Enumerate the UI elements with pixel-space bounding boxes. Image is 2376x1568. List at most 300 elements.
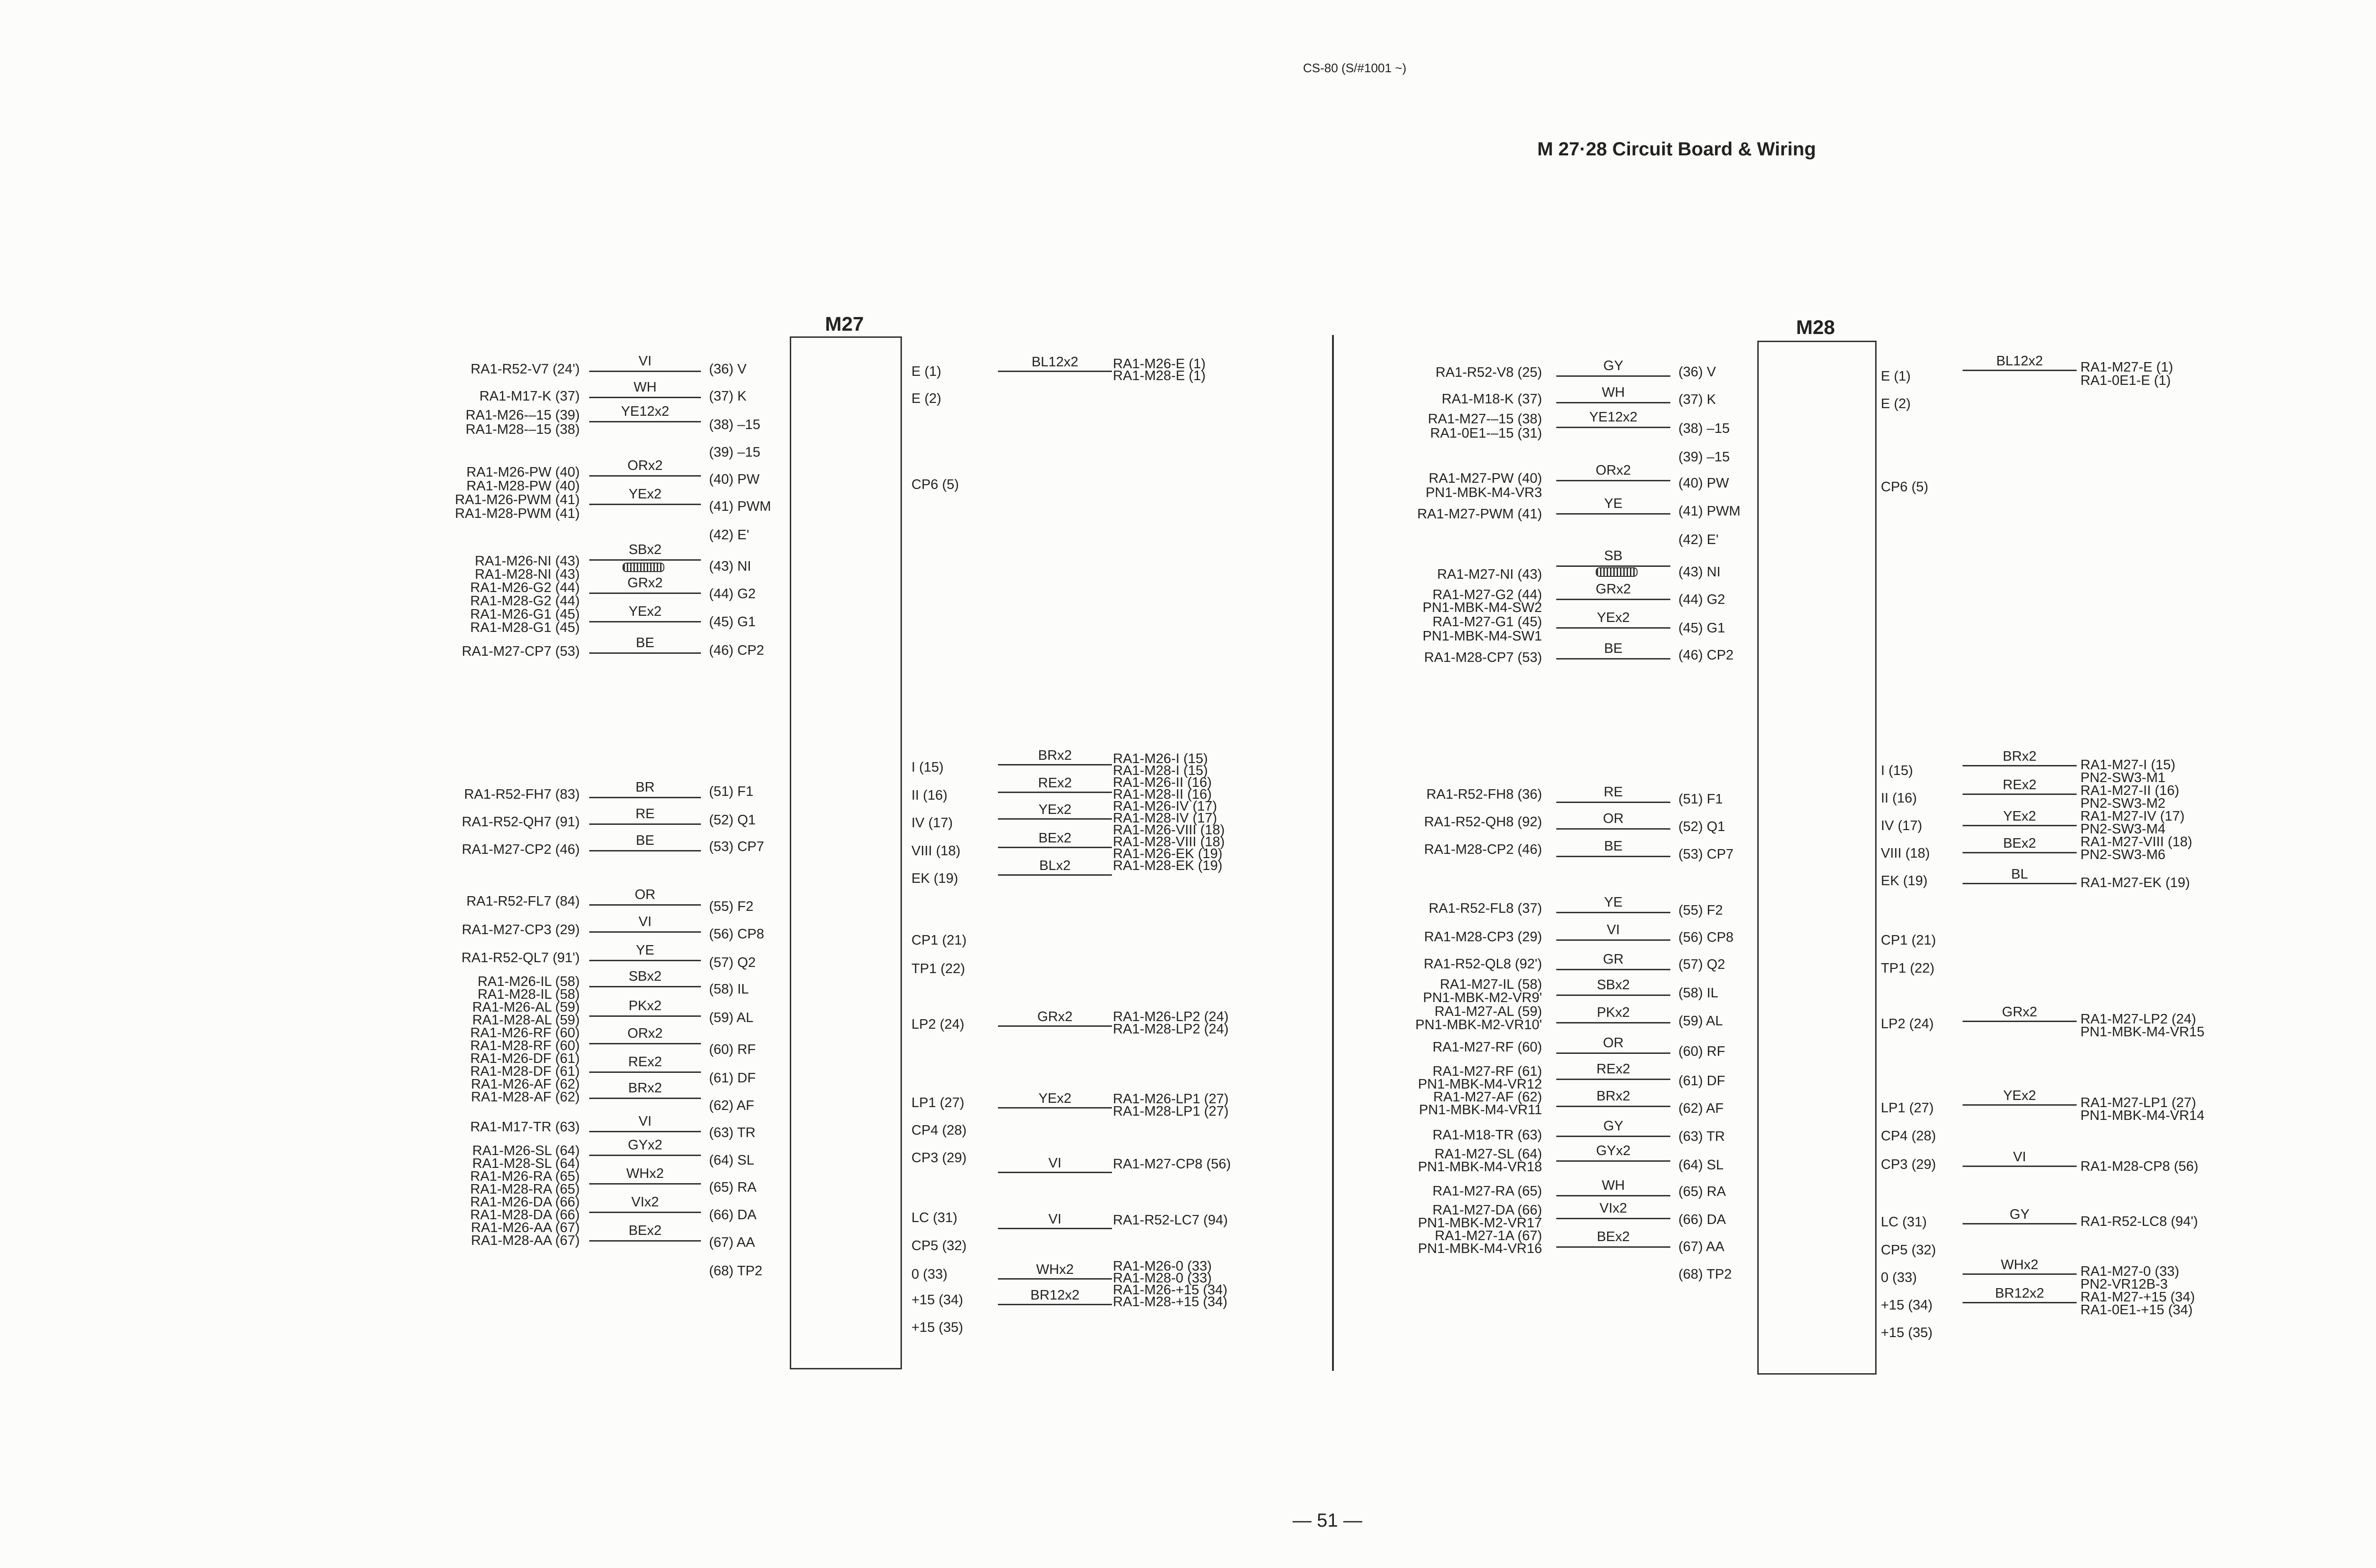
- connector-ref: RA1-M27-II (16): [2080, 783, 2179, 798]
- connector-ref: RA1-0E1-+15 (34): [2080, 1302, 2193, 1318]
- page-number: — 51 —: [1293, 1510, 1362, 1531]
- pin-label: LP1 (27): [911, 1095, 965, 1110]
- wire-color-label: SB: [1604, 548, 1623, 564]
- connector-ref: RA1-M26-AA (67): [471, 1220, 580, 1235]
- connector-ref: RA1-M18-TR (63): [1432, 1128, 1542, 1143]
- wire-line: [1556, 1022, 1670, 1023]
- wire-color-label: VI: [1048, 1212, 1062, 1227]
- pin-label: (44) G2: [709, 586, 756, 602]
- pin-label: (66) DA: [1678, 1212, 1726, 1227]
- connector-ref: RA1-M28-PW (40): [466, 478, 580, 494]
- wire-color-label: REx2: [2002, 777, 2037, 793]
- wire-color-label: YEx2: [628, 487, 662, 502]
- pin-label: (62) AF: [1678, 1101, 1724, 1116]
- pin-label: (46) CP2: [1678, 648, 1734, 663]
- wire-color-label: GYx2: [628, 1138, 662, 1153]
- connector-ref: RA1-M28-CP7 (53): [1424, 650, 1542, 665]
- connector-ref: RA1-M27-LP1 (27): [2080, 1095, 2196, 1110]
- pin-label: (68) TP2: [709, 1263, 763, 1279]
- connector-ref: RA1-M26-RA (65): [470, 1169, 580, 1184]
- wire-color-label: BR12x2: [1995, 1286, 2044, 1301]
- connector-ref: RA1-M27-1A (67): [1435, 1228, 1542, 1243]
- connector-ref: RA1-M26-IV (17): [1113, 799, 1217, 814]
- pin-label: (67) AA: [1678, 1239, 1725, 1254]
- wire-color-label: BLx2: [1039, 858, 1071, 873]
- connector-ref: RA1-M26-G1 (45): [470, 607, 580, 622]
- pin-label: (62) AF: [709, 1098, 755, 1113]
- wire-color-label: GY: [1603, 358, 1623, 373]
- connector-ref: RA1-M28-AL (59): [472, 1013, 580, 1028]
- pin-label: IV (17): [1881, 818, 1923, 833]
- connector-ref: RA1-M26-I (15): [1113, 751, 1208, 766]
- pin-label: (39) –15: [1678, 449, 1730, 465]
- connector-ref: RA1-M27-IL (58): [1440, 977, 1542, 992]
- wire-color-label: VIx2: [631, 1195, 659, 1210]
- board-label: M27: [825, 313, 864, 335]
- wire-color-label: YEx2: [2003, 809, 2036, 824]
- connector-ref: RA1-0E1-–15 (31): [1430, 426, 1542, 441]
- pin-label: (60) RF: [709, 1042, 756, 1057]
- wire-line: [1556, 912, 1670, 913]
- pin-label: (55) F2: [1678, 903, 1723, 918]
- wire-color-label: PKx2: [628, 998, 662, 1013]
- connector-ref: RA1-R52-QL7 (91'): [461, 950, 580, 966]
- wire-color-label: GRx2: [1595, 582, 1631, 597]
- wire-color-label: GYx2: [1596, 1143, 1631, 1158]
- connector-ref: RA1-M27-I (15): [2080, 757, 2175, 773]
- connector-ref: RA1-M28-DA (66): [470, 1207, 580, 1223]
- connector-ref: RA1-R52-LC8 (94'): [2080, 1214, 2198, 1229]
- pin-label: (42) E': [709, 527, 749, 543]
- connector-ref: RA1-M17-TR (63): [470, 1119, 580, 1135]
- wire-color-label: ORx2: [627, 458, 663, 473]
- wire-line: [998, 1304, 1112, 1305]
- wire-line: [1963, 794, 2077, 795]
- wire-line: [1556, 375, 1670, 377]
- pin-label: (53) CP7: [1678, 847, 1734, 862]
- pin-label: (51) F1: [1678, 792, 1723, 807]
- model-header: CS-80 (S/#1001 ~): [1303, 61, 1407, 75]
- wire-line: [1556, 599, 1670, 600]
- wire-line: [1556, 627, 1670, 629]
- wire-color-label: ORx2: [1595, 463, 1631, 478]
- wire-color-label: GRx2: [627, 575, 663, 591]
- connector-ref: RA1-M26-E (1): [1113, 356, 1206, 372]
- wire-line: [589, 559, 701, 561]
- pin-label: EK (19): [911, 871, 958, 886]
- wire-line: [1963, 825, 2077, 826]
- wire-color-label: VI: [1048, 1156, 1062, 1171]
- pin-label: (41) PWM: [709, 499, 771, 514]
- pin-label: IV (17): [911, 815, 953, 831]
- connector-ref: RA1-M28-–15 (38): [465, 422, 580, 437]
- connector-ref: RA1-M27-EK (19): [2080, 875, 2190, 890]
- wire-color-label: YE: [636, 943, 654, 958]
- connector-ref: RA1-R52-QL8 (92'): [1424, 956, 1542, 972]
- connector-ref: RA1-M27-CP7 (53): [461, 644, 580, 659]
- wire-color-label: GRx2: [1037, 1009, 1073, 1024]
- wire-color-label: GY: [2010, 1207, 2030, 1222]
- pin-label: TP1 (22): [911, 961, 965, 976]
- wire-line: [1556, 1136, 1670, 1137]
- pin-label: (64) SL: [709, 1153, 755, 1168]
- wire-color-label: YEx2: [628, 604, 662, 619]
- wire-color-label: BL12x2: [1996, 354, 2043, 369]
- pin-label: (60) RF: [1678, 1044, 1725, 1059]
- pin-label: CP6 (5): [1881, 479, 1928, 495]
- shielded-cable-icon: [1596, 567, 1638, 577]
- wire-color-label: YE12x2: [1589, 410, 1638, 425]
- pin-label: +15 (34): [1881, 1298, 1933, 1313]
- pin-label: (67) AA: [709, 1235, 755, 1250]
- connector-ref: RA1-M26-G2 (44): [470, 580, 580, 595]
- connector-ref: RA1-M28-AF (62): [471, 1090, 580, 1105]
- wire-color-label: VIx2: [1599, 1201, 1628, 1216]
- pin-label: (61) DF: [709, 1071, 756, 1086]
- connector-ref: RA1-M28-NI (43): [475, 567, 580, 582]
- pin-label: E (1): [911, 364, 941, 379]
- wire-color-label: BE: [636, 635, 654, 650]
- pin-label: I (15): [1881, 763, 1913, 778]
- pin-label: CP5 (32): [1881, 1243, 1936, 1258]
- pin-label: (45) G1: [709, 614, 756, 630]
- connector-ref: RA1-M27-NI (43): [1437, 567, 1542, 582]
- wire-line: [998, 1278, 1112, 1280]
- wire-color-label: YEx2: [1038, 1091, 1072, 1106]
- wire-color-label: WHx2: [1036, 1262, 1074, 1277]
- pin-label: LC (31): [1881, 1214, 1927, 1230]
- pin-label: CP5 (32): [911, 1238, 967, 1253]
- connector-ref: RA1-M27-CP3 (29): [461, 922, 580, 937]
- pin-label: (61) DF: [1678, 1073, 1725, 1089]
- wire-line: [1556, 994, 1670, 996]
- connector-ref: PN1-MBK-M4-VR15: [2080, 1024, 2205, 1040]
- connector-ref: RA1-M27-RA (65): [1432, 1184, 1542, 1199]
- pin-label: CP1 (21): [1881, 933, 1936, 948]
- pin-label: E (1): [1881, 369, 1911, 384]
- connector-ref: RA1-R52-QH7 (91): [461, 814, 580, 830]
- connector-ref: RA1-0E1-E (1): [2080, 373, 2171, 388]
- connector-ref: RA1-M26-AF (62): [471, 1077, 580, 1092]
- page-title: M 27·28 Circuit Board & Wiring: [1537, 139, 1816, 160]
- connector-ref: RA1-M28-PWM (41): [455, 506, 580, 521]
- wire-line: [1963, 1166, 2077, 1167]
- connector-ref: RA1-M28-AA (67): [471, 1233, 580, 1248]
- wire-color-label: BRx2: [2002, 749, 2037, 764]
- wire-color-label: REx2: [628, 1054, 662, 1070]
- wire-line: [998, 764, 1112, 765]
- wire-color-label: SBx2: [1597, 977, 1630, 993]
- wire-color-label: SBx2: [628, 969, 662, 984]
- pin-label: (37) K: [1678, 392, 1716, 407]
- connector-ref: RA1-M26-IL (58): [478, 974, 580, 989]
- wire-line: [1556, 1106, 1670, 1107]
- connector-ref: RA1-M28-CP2 (46): [1424, 842, 1542, 857]
- wire-color-label: OR: [1603, 811, 1624, 826]
- pin-label: (56) CP8: [1678, 930, 1734, 945]
- wire-line: [1556, 513, 1670, 515]
- wire-color-label: VI: [1607, 922, 1620, 937]
- wire-color-label: VI: [638, 354, 652, 369]
- board-label: M28: [1796, 316, 1835, 338]
- connector-ref: RA1-M26-PW (40): [466, 465, 580, 480]
- connector-ref: RA1-M27-G1 (45): [1432, 614, 1542, 630]
- wire-color-label: VI: [638, 1114, 652, 1129]
- pin-label: (65) RA: [709, 1180, 757, 1195]
- pin-label: (51) F1: [709, 784, 754, 799]
- connector-ref: RA1-M28-LP1 (27): [1113, 1104, 1229, 1119]
- wire-color-label: WHx2: [626, 1166, 664, 1181]
- connector-ref: RA1-M27-PWM (41): [1417, 507, 1542, 522]
- wire-line: [1556, 1052, 1670, 1054]
- pin-label: (53) CP7: [709, 839, 765, 854]
- wire-color-label: BE: [1604, 839, 1623, 854]
- wire-line: [589, 504, 701, 505]
- wire-color-label: YE: [1604, 895, 1623, 910]
- board-outline: [1757, 341, 1877, 1375]
- connector-ref: RA1-M28-I (15): [1113, 763, 1208, 778]
- wire-color-label: SBx2: [628, 542, 662, 557]
- connector-ref: RA1-M26-SL (64): [472, 1143, 580, 1158]
- connector-ref: RA1-M27-DA (66): [1432, 1203, 1542, 1218]
- pin-label: (57) Q2: [709, 955, 756, 970]
- wire-color-label: BR: [635, 780, 655, 795]
- connector-ref: RA1-M27-–15 (38): [1428, 411, 1542, 427]
- connector-ref: RA1-M28-CP8 (56): [2080, 1159, 2199, 1174]
- connector-ref: RA1-M28-0 (33): [1113, 1271, 1212, 1286]
- connector-ref: RA1-M27-SL (64): [1434, 1147, 1542, 1162]
- wire-line: [1556, 802, 1670, 803]
- connector-ref: PN1-MBK-M4-SW2: [1422, 600, 1542, 615]
- pin-label: (43) NI: [709, 559, 751, 574]
- pin-label: (57) Q2: [1678, 957, 1725, 972]
- pin-label: (59) AL: [709, 1010, 754, 1025]
- pin-label: CP4 (28): [1881, 1128, 1936, 1144]
- wire-color-label: BE: [636, 833, 654, 848]
- pin-label: (58) IL: [709, 982, 749, 997]
- pin-label: (36) V: [709, 362, 747, 377]
- pin-label: (52) Q1: [709, 813, 756, 828]
- connector-ref: PN1-MBK-M2-VR9': [1423, 990, 1542, 1005]
- connector-ref: RA1-R52-V8 (25): [1435, 365, 1542, 380]
- pin-label: (55) F2: [709, 899, 754, 914]
- connector-ref: RA1-M28-G2 (44): [470, 593, 580, 609]
- pin-label: E (2): [1881, 396, 1911, 411]
- wire-line: [1556, 427, 1670, 428]
- pin-label: (43) NI: [1678, 564, 1721, 580]
- connector-ref: RA1-M27-VIII (18): [2080, 834, 2193, 850]
- pin-label: (37) K: [709, 389, 747, 404]
- wire-color-label: YE: [1604, 496, 1623, 511]
- connector-ref: RA1-M26-II (16): [1113, 775, 1212, 790]
- pin-label: EK (19): [1881, 873, 1928, 889]
- pin-label: (63) TR: [1678, 1129, 1725, 1144]
- wire-color-label: YE12x2: [621, 404, 670, 419]
- wire-line: [1556, 1218, 1670, 1219]
- connector-ref: RA1-M26-AL (59): [472, 1000, 580, 1015]
- wire-line: [998, 874, 1112, 876]
- connector-ref: RA1-M27-CP2 (46): [461, 842, 580, 857]
- connector-ref: RA1-M28-LP2 (24): [1113, 1022, 1229, 1037]
- wire-color-label: BE: [1604, 641, 1623, 656]
- connector-ref: PN1-MBK-M4-VR12: [1418, 1077, 1542, 1092]
- wire-color-label: BRx2: [628, 1080, 662, 1096]
- pin-label: (63) TR: [709, 1125, 756, 1140]
- wire-line: [1556, 1079, 1670, 1080]
- pin-label: II (16): [1881, 791, 1917, 806]
- wire-color-label: BEx2: [1038, 831, 1072, 846]
- pin-label: LC (31): [911, 1210, 958, 1225]
- wire-line: [1556, 828, 1670, 830]
- wire-line: [1556, 1195, 1670, 1196]
- pin-label: (68) TP2: [1678, 1267, 1732, 1282]
- connector-ref: RA1-M27-PW (40): [1428, 471, 1542, 486]
- connector-ref: RA1-M26-LP1 (27): [1113, 1091, 1229, 1107]
- pin-label: (56) CP8: [709, 927, 765, 942]
- wire-line: [1556, 939, 1670, 941]
- connector-ref: RA1-R52-QH8 (92): [1424, 814, 1542, 830]
- connector-ref: RA1-M27-RF (60): [1432, 1040, 1542, 1055]
- connector-ref: RA1-M27-+15 (34): [2080, 1290, 2195, 1305]
- connector-ref: PN1-MBK-M4-VR14: [2080, 1108, 2205, 1123]
- connector-ref: RA1-M28-RA (65): [470, 1182, 580, 1197]
- connector-ref: RA1-M26-RF (60): [470, 1025, 580, 1041]
- wire-color-label: RE: [1603, 784, 1623, 800]
- connector-ref: RA1-M26-EK (19): [1113, 846, 1223, 861]
- pin-label: (59) AL: [1678, 1013, 1723, 1029]
- wire-line: [1556, 402, 1670, 403]
- wire-line: [1556, 969, 1670, 970]
- wire-line: [1963, 765, 2077, 766]
- wire-color-label: BL12x2: [1031, 354, 1079, 370]
- pin-label: CP4 (28): [911, 1123, 967, 1138]
- connector-ref: RA1-R52-FL8 (37): [1428, 901, 1542, 916]
- connector-ref: RA1-M17-K (37): [479, 389, 580, 404]
- wire-line: [1963, 852, 2077, 853]
- wire-color-label: BEx2: [2003, 836, 2036, 851]
- pin-label: (39) –15: [709, 445, 761, 460]
- wire-color-label: VI: [2013, 1149, 2026, 1165]
- connector-ref: RA1-M27-AF (62): [1433, 1090, 1542, 1105]
- wire-line: [1556, 1246, 1670, 1248]
- connector-ref: RA1-M26-NI (43): [475, 554, 580, 569]
- wire-line: [1556, 480, 1670, 481]
- wire-color-label: BRx2: [1596, 1089, 1630, 1104]
- connector-ref: RA1-M26-VIII (18): [1113, 822, 1225, 838]
- connector-ref: RA1-M18-K (37): [1441, 392, 1542, 407]
- pin-label: CP1 (21): [911, 933, 967, 948]
- pin-label: (58) IL: [1678, 985, 1718, 1001]
- connector-ref: PN2-SW3-M1: [2080, 770, 2165, 785]
- pin-label: (42) E': [1678, 532, 1719, 547]
- connector-ref: RA1-M26-DF (61): [470, 1051, 580, 1066]
- wire-line: [1556, 1160, 1670, 1162]
- connector-ref: RA1-R52-FL7 (84): [466, 894, 580, 909]
- wire-line: [1556, 856, 1670, 857]
- wire-line: [1963, 1223, 2077, 1224]
- connector-ref: PN1-MBK-M2-VR17: [1418, 1215, 1542, 1231]
- connector-ref: RA1-M26-0 (33): [1113, 1259, 1212, 1274]
- connector-ref: RA1-M28-EK (19): [1113, 858, 1223, 873]
- pin-label: CP3 (29): [1881, 1157, 1936, 1172]
- connector-ref: RA1-M28-+15 (34): [1113, 1294, 1227, 1310]
- pin-label: LP1 (27): [1881, 1100, 1934, 1116]
- connector-ref: PN2-SW3-M4: [2080, 822, 2165, 837]
- connector-ref: RA1-M27-E (1): [2080, 360, 2173, 375]
- wire-color-label: OR: [634, 887, 656, 902]
- wire-color-label: BEx2: [1597, 1229, 1630, 1244]
- connector-ref: RA1-M27-RF (61): [1432, 1064, 1542, 1079]
- pin-label: E (2): [911, 391, 941, 406]
- pin-label: VIII (18): [911, 843, 961, 859]
- connector-ref: PN2-VR12B-3: [2080, 1277, 2168, 1292]
- wire-color-label: YEx2: [1597, 610, 1630, 625]
- wire-color-label: WH: [633, 380, 657, 395]
- pin-label: 0 (33): [911, 1267, 948, 1282]
- connector-ref: RA1-M28-DF (61): [470, 1064, 580, 1079]
- pin-label: +15 (34): [911, 1292, 963, 1308]
- connector-ref: RA1-M26-DA (66): [470, 1195, 580, 1210]
- connector-ref: RA1-M26-–15 (39): [465, 408, 580, 423]
- pin-label: (41) PWM: [1678, 504, 1741, 519]
- connector-ref: RA1-M28-SL (64): [472, 1156, 580, 1171]
- pin-label: (38) –15: [1678, 421, 1730, 436]
- connector-ref: RA1-M28-CP3 (29): [1424, 929, 1542, 945]
- wire-color-label: GY: [1603, 1119, 1623, 1134]
- wire-color-label: VI: [638, 914, 652, 929]
- connector-ref: PN2-SW3-M6: [2080, 847, 2165, 862]
- pin-label: (66) DA: [709, 1207, 757, 1223]
- wire-line: [1556, 565, 1670, 567]
- connector-ref: RA1-M27-AL (59): [1434, 1004, 1542, 1019]
- pin-label: (40) PW: [1678, 476, 1729, 491]
- pin-label: (44) G2: [1678, 592, 1725, 607]
- connector-ref: RA1-M27-0 (33): [2080, 1264, 2179, 1279]
- wire-color-label: YEx2: [1038, 802, 1072, 817]
- pin-label: (36) V: [1678, 364, 1716, 380]
- wire-color-label: BL: [2011, 867, 2028, 882]
- wire-color-label: WHx2: [2001, 1257, 2039, 1272]
- wire-color-label: GRx2: [2002, 1004, 2038, 1020]
- wire-line: [1556, 658, 1670, 660]
- connector-ref: RA1-M28-E (1): [1113, 368, 1206, 383]
- wire-color-label: BEx2: [628, 1223, 662, 1238]
- pin-label: (46) CP2: [709, 643, 765, 658]
- connector-ref: RA1-M27-CP8 (56): [1113, 1157, 1231, 1172]
- pin-label: VIII (18): [1881, 846, 1930, 861]
- wire-color-label: REx2: [1596, 1061, 1630, 1077]
- connector-ref: RA1-M26-PWM (41): [455, 492, 580, 507]
- pin-label: (45) G1: [1678, 621, 1725, 636]
- connector-ref: RA1-R52-FH7 (83): [464, 787, 580, 802]
- wire-color-label: OR: [1603, 1035, 1624, 1051]
- pin-label: LP2 (24): [911, 1017, 965, 1032]
- connector-ref: RA1-M28-IL (58): [478, 987, 580, 1002]
- wire-color-label: REx2: [1038, 775, 1072, 791]
- connector-ref: RA1-M27-LP2 (24): [2080, 1012, 2196, 1027]
- pin-label: TP1 (22): [1881, 961, 1935, 976]
- connector-ref: PN1-MBK-M2-VR10': [1415, 1017, 1542, 1033]
- wire-line: [1963, 370, 2077, 371]
- wire-line: [1963, 1302, 2077, 1303]
- wire-color-label: YEx2: [2003, 1088, 2036, 1103]
- wire-line: [1963, 1104, 2077, 1106]
- pin-label: 0 (33): [1881, 1270, 1917, 1285]
- pin-label: +15 (35): [911, 1320, 963, 1335]
- pin-label: +15 (35): [1881, 1325, 1933, 1340]
- connector-ref: RA1-R52-LC7 (94): [1113, 1213, 1228, 1228]
- connector-ref: RA1-M28-VIII (18): [1113, 834, 1225, 850]
